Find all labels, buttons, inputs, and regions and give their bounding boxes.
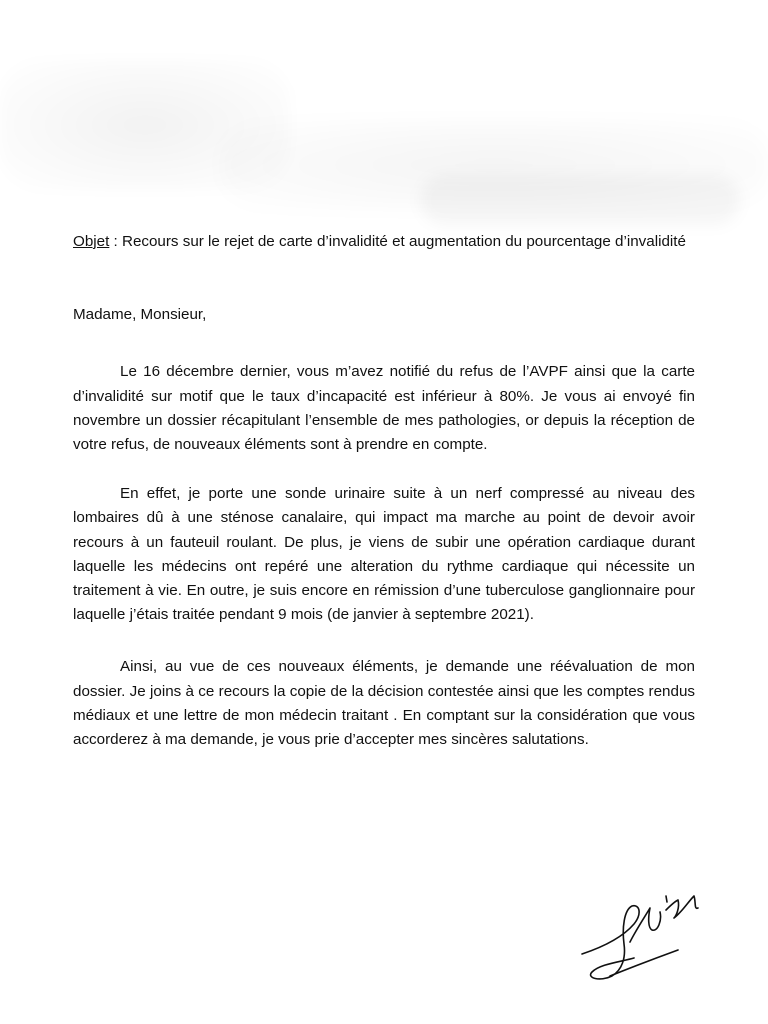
subject-line (73, 230, 695, 254)
subject-label: Objet (73, 233, 110, 250)
paragraph-3: Ainsi, au vue de ces nouveaux éléments, je demande une réévaluation de mon dossier. Je joins à ce recours la copie de la décision contestée ainsi que les comptes rendus médiaux et une lettre de mon médecin traitant . En comptant sur la considération que vous accorderez à ma demande, je vous prie d’accepter mes sincères salutations. (73, 658, 695, 749)
letter-body (73, 230, 695, 752)
paragraph-1: Le 16 décembre dernier, vous m’avez notifié du refus de l’AVPF ainsi que la carte d’invalidité sur motif que le taux d’incapacité est inférieur à 80%. Je vous ai envoyé fin novembre un dossier récapitulant l’ensemble de mes pathologies, or depuis la réception de votre refus, de nouveaux éléments sont à prendre en compte. (73, 363, 695, 454)
redacted-header-block (0, 40, 768, 230)
subject-text: : Recours sur le rejet de carte d’invalidité et augmentation du pourcentage d’invalidité (109, 233, 686, 250)
handwritten-signature (570, 872, 720, 992)
salutation: Madame, Monsieur, (73, 306, 207, 324)
paragraph-2: En effet, je porte une sonde urinaire suite à un nerf compressé au niveau des lombaires dû à une sténose canalaire, qui impact ma marche au point de devoir avoir recours à un fauteuil roulant. De plus, je viens de subir une opération cardiaque durant laquelle les médecins ont repéré une alteration du rythme cardiaque qui nécessite un traitement à vie. En outre, je suis encore en rémission d’une tuberculose ganglionnaire pour laquelle j’étais traitée pendant 9 mois (de janvier à septembre 2021). (73, 485, 695, 624)
redacted-date-line (420, 175, 740, 225)
